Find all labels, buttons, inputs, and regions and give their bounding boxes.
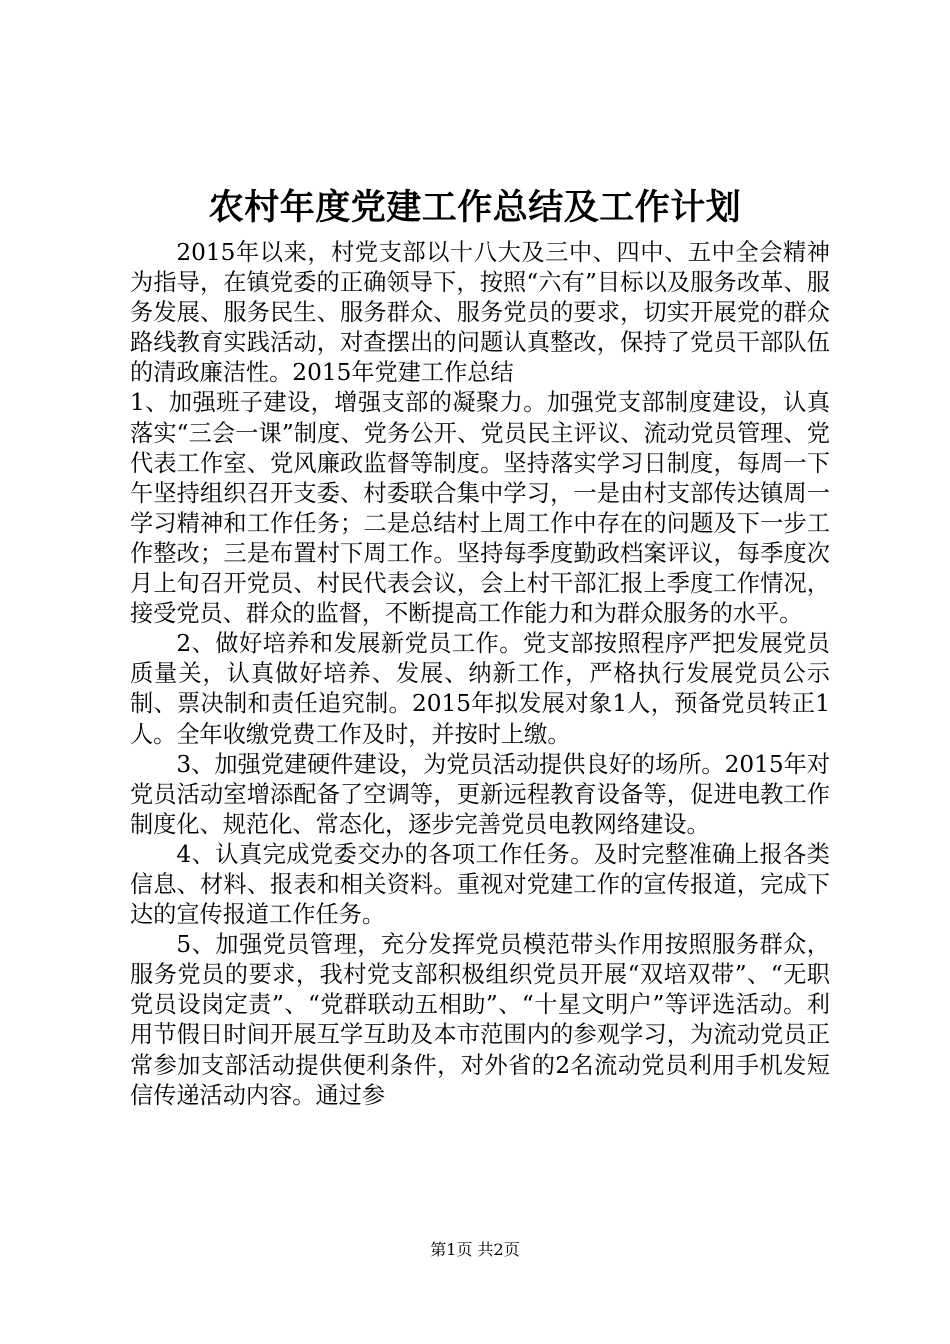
paragraph-intro: 2015年以来，村党支部以十八大及三中、四中、五中全会精神为指导，在镇党委的正确领导下，按照“六有”目标以及服务改革、服务发展、服务民生、服务群众、服务党员的要求，切实开展党的群众路线教育实践活动，对查摆出的问题认真整改，保持了党员干部队伍的清政廉洁性。2015年党建工作总结 [130, 239, 830, 387]
document-body [130, 238, 830, 1111]
paragraph-item-3: 3、加强党建硬件建设，为党员活动提供良好的场所。2015年对党员活动室增添配备了空调等，更新远程教育设备等，促进电教工作制度化、规范化、常态化，逐步完善党员电教网络建设。 [130, 750, 830, 838]
page-footer: 第1页 共2页 [430, 1240, 520, 1259]
paragraph-item-1: 1、加强班子建设，增强支部的凝聚力。加强党支部制度建设，认真落实“三会一课”制度、党务公开、党员民主评议、流动党员管理、党代表工作室、党风廉政监督等制度。坚持落实学习日制度，每周一下午坚持组织召开支委、村委联合集中学习，一是由村支部传达镇周一学习精神和工作任务；二是总结村上周工作中存在的问题及下一步工作整改；三是布置村下周工作。坚持每季度勤政档案评议，每季度次月上旬召开党员、村民代表会议，会上村干部汇报上季度工作情况，接受党员、群众的监督，不断提高工作能力和为群众服务的水平。 [130, 389, 830, 628]
paragraph-item-4: 4、认真完成党委交办的各项工作任务。及时完整准确上报各类信息、材料、报表和相关资料。重视对党建工作的宣传报道，完成下达的宣传报道工作任务。 [130, 840, 830, 929]
paragraph-item-5: 5、加强党员管理，充分发挥党员模范带头作用按照服务群众，服务党员的要求，我村党支部积极组织党员开展“双培双带”、“无职党员设岗定责”、“党群联动五相助”、“十星文明户”等评选活动。利用节假日时间开展互学互助及本市范围内的参观学习，为流动党员正常参加支部活动提供便利条件，对外省的2名流动党员利用手机发短信传递活动内容。通过参 [130, 931, 830, 1109]
paragraph-item-2: 2、做好培养和发展新党员工作。党支部按照程序严把发展党员质量关，认真做好培养、发展、纳新工作，严格执行发展党员公示制、票决制和责任追究制。2015年拟发展对象1人，预备党员转正1人。全年收缴党费工作及时，并按时上缴。 [130, 630, 830, 748]
document-title: 农村年度党建工作总结及工作计划 [208, 187, 742, 228]
